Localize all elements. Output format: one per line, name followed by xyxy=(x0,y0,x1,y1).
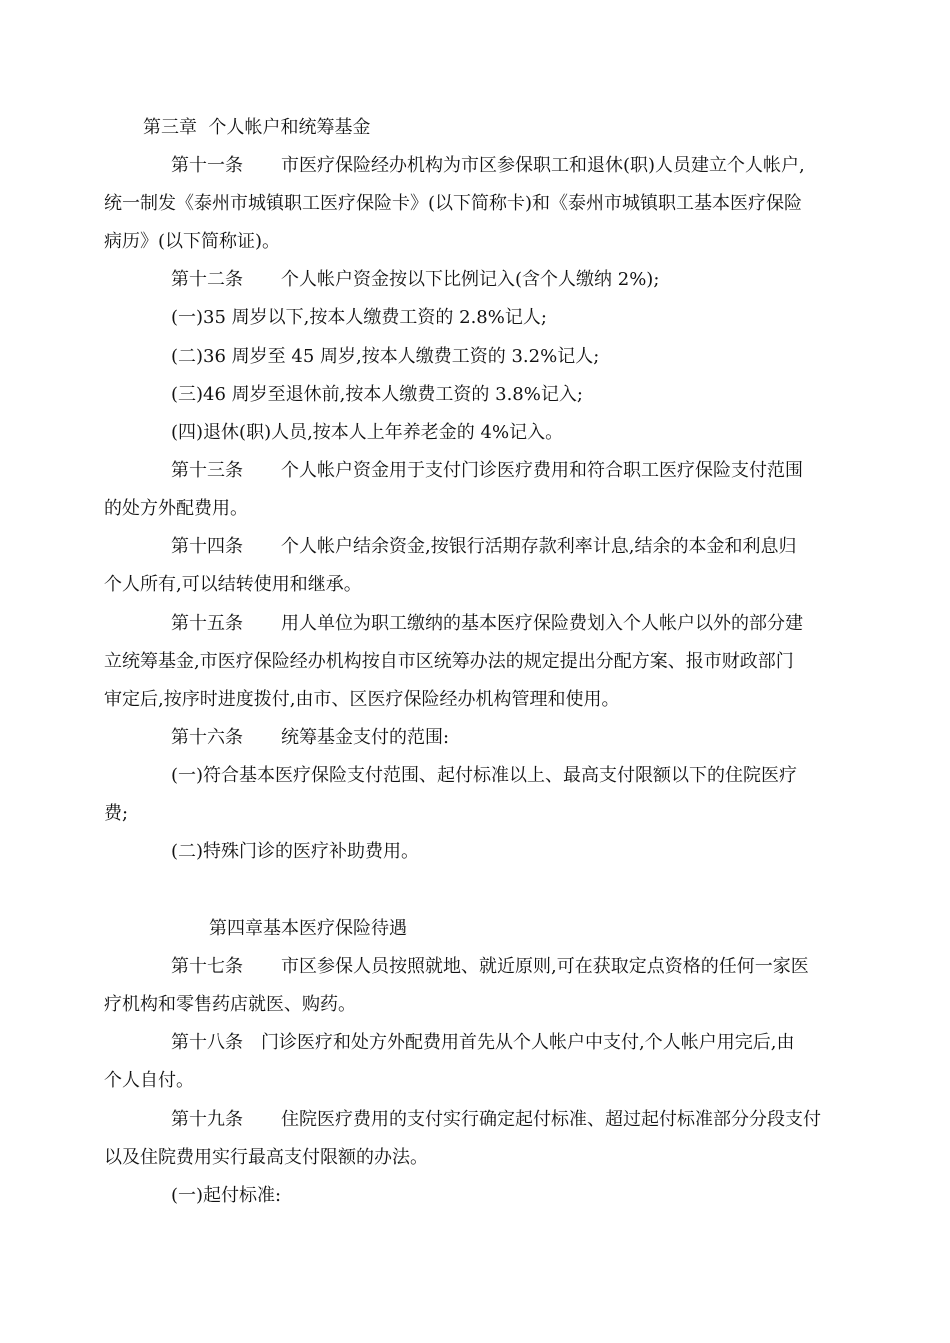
article-14-text-1: 个人帐户结余资金,按银行活期存款利率计息,结余的本金和利息归 xyxy=(281,536,797,557)
article-18-text-1: 门诊医疗和处方外配费用首先从个人帐户中支付,个人帐户用完后,由 xyxy=(261,1032,795,1053)
article-15-line-3: 审定后,按序时进度拨付,由市、区医疗保险经办机构管理和使用。 xyxy=(104,689,620,710)
article-12-text-1: 个人帐户资金按以下比例记入(含个人缴纳 2%); xyxy=(281,269,660,290)
article-15-line-1 xyxy=(171,612,803,636)
article-17-text-1: 市区参保人员按照就地、就近原则,可在获取定点资格的任何一家医 xyxy=(281,956,809,977)
article-15-line-2: 立统筹基金,市医疗保险经办机构按自市区统筹办法的规定提出分配方案、报市财政部门 xyxy=(104,651,794,672)
article-19-item-1: (一)起付标准: xyxy=(171,1185,282,1206)
article-17-label: 第十七条 xyxy=(171,956,243,977)
article-19-text-1: 住院医疗费用的支付实行确定起付标准、超过起付标准部分分段支付 xyxy=(281,1109,821,1130)
article-15-label: 第十五条 xyxy=(171,613,243,634)
article-13-line-2: 的处方外配费用。 xyxy=(104,498,248,519)
article-16-item-1a: (一)符合基本医疗保险支付范围、起付标准以上、最高支付限额以下的住院医疗 xyxy=(171,765,798,786)
article-12-item-3: (三)46 周岁至退休前,按本人缴费工资的 3.8%记入; xyxy=(171,384,583,405)
article-14-line-2: 个人所有,可以结转使用和继承。 xyxy=(104,574,362,595)
article-14-label: 第十四条 xyxy=(171,536,243,557)
article-13-line-1 xyxy=(171,459,803,483)
article-16-item-1b: 费; xyxy=(104,803,129,824)
article-13-label: 第十三条 xyxy=(171,460,243,481)
article-15-text-1: 用人单位为职工缴纳的基本医疗保险费划入个人帐户以外的部分建 xyxy=(281,613,803,634)
article-14-line-1 xyxy=(171,535,796,559)
article-12-item-2: (二)36 周岁至 45 周岁,按本人缴费工资的 3.2%记人; xyxy=(171,346,600,367)
article-19-line-1 xyxy=(171,1108,821,1132)
article-19-label: 第十九条 xyxy=(171,1109,243,1130)
article-17-line-1 xyxy=(171,955,809,979)
chapter-4-heading: 第四章基本医疗保险待遇 xyxy=(209,918,407,939)
article-11-label: 第十一条 xyxy=(171,155,243,176)
article-11-line-1 xyxy=(171,154,805,178)
article-18-line-2: 个人自付。 xyxy=(104,1070,194,1091)
article-16-label: 第十六条 xyxy=(171,727,243,748)
article-16-item-2: (二)特殊门诊的医疗补助费用。 xyxy=(171,841,420,862)
article-16-line-1 xyxy=(171,726,449,750)
article-17-line-2: 疗机构和零售药店就医、购药。 xyxy=(104,994,356,1015)
article-11-text-1: 市医疗保险经办机构为市区参保职工和退休(职)人员建立个人帐户, xyxy=(281,155,805,176)
article-18-label: 第十八条 xyxy=(171,1032,243,1053)
article-12-line-1 xyxy=(171,268,659,292)
chapter-3-heading: 第三章 个人帐户和统筹基金 xyxy=(143,117,371,138)
article-12-label: 第十二条 xyxy=(171,269,243,290)
article-19-line-2: 以及住院费用实行最高支付限额的办法。 xyxy=(104,1147,428,1168)
article-12-item-4: (四)退休(职)人员,按本人上年养老金的 4%记入。 xyxy=(171,422,564,443)
article-12-item-1: (一)35 周岁以下,按本人缴费工资的 2.8%记人; xyxy=(171,307,547,328)
article-11-line-2: 统一制发《泰州市城镇职工医疗保险卡》(以下简称卡)和《泰州市城镇职工基本医疗保险 xyxy=(104,193,803,214)
article-11-line-3: 病历》(以下简称证)。 xyxy=(104,231,281,252)
article-18-line-1 xyxy=(171,1031,794,1055)
article-16-text-1: 统筹基金支付的范围: xyxy=(281,727,450,748)
article-13-text-1: 个人帐户资金用于支付门诊医疗费用和符合职工医疗保险支付范围 xyxy=(281,460,803,481)
